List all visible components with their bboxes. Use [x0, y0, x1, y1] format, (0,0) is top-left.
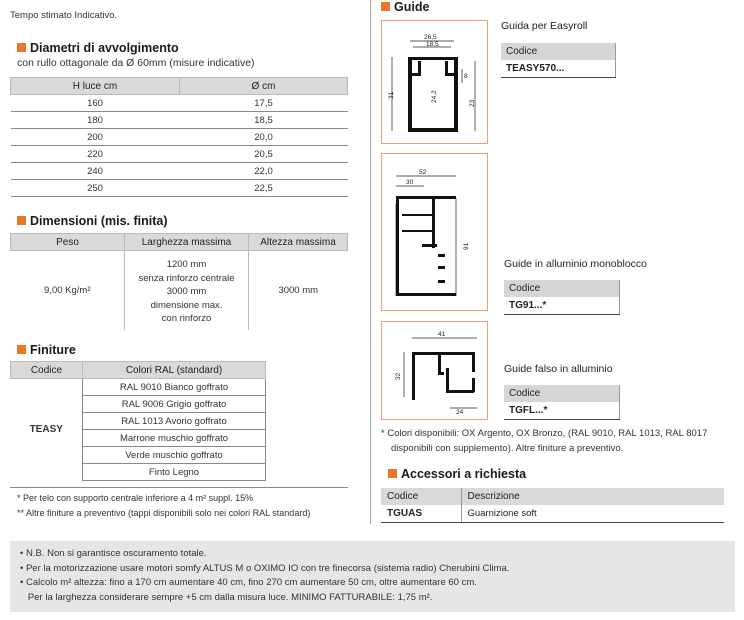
guide-falso-drawing: [381, 321, 488, 420]
accessori-code: TGUAS: [381, 505, 461, 522]
orange-square-icon: [17, 216, 26, 225]
table-row: [11, 163, 348, 180]
dim-label: 52: [419, 169, 427, 176]
dim-label: 41: [438, 331, 446, 338]
cell: 250: [11, 180, 180, 197]
finiture-title: Finiture: [17, 343, 76, 357]
table-row: [381, 505, 724, 522]
finiture-note-1: * Per telo con supporto centrale inferiore a 4 m² suppl. 15%: [17, 493, 254, 503]
codice-header: Codice: [501, 43, 616, 60]
cell: 200: [11, 129, 180, 146]
table-row: [11, 112, 348, 129]
finiture-note-2: ** Altre finiture a preventivo (tappi disponibili solo nei colori RAL standard): [17, 508, 311, 518]
dim-label: 30: [406, 179, 414, 186]
dim-label: 26,5: [424, 34, 437, 41]
guide-falso-codice: [504, 385, 620, 420]
guida-easyroll-codice: [501, 43, 616, 78]
col-header-diametro: Ø cm: [180, 78, 348, 95]
accessori-table: [381, 488, 724, 523]
cell: 240: [11, 163, 180, 180]
codice-header: Codice: [504, 385, 620, 402]
cell: 22,0: [180, 163, 348, 180]
guida-easyroll-name: Guida per Easyroll: [501, 20, 588, 32]
dim-label: 24,2: [431, 90, 438, 103]
guida-easyroll-profile-icon: [382, 21, 487, 143]
col-header-codice: Codice: [11, 362, 83, 379]
accessori-title: Accessori a richiesta: [388, 467, 526, 481]
cell: 17,5: [180, 95, 348, 112]
col-header-h-luce: H luce cm: [11, 78, 180, 95]
guide-title: Guide: [381, 0, 429, 14]
guide-monoblocco-drawing: [381, 153, 488, 311]
color-cell: Verde muschio goffrato: [83, 447, 266, 464]
diametri-subtitle: con rullo ottagonale da Ø 60mm (misure indicative): [17, 57, 255, 69]
codice-value: TGFL...*: [504, 402, 620, 419]
table-row: [11, 95, 348, 112]
dim-label: 23: [469, 99, 476, 107]
col-header-altezza: Altezza massima: [249, 234, 348, 251]
orange-square-icon: [388, 469, 397, 478]
codice-value: TEASY570...: [501, 60, 616, 77]
cell: 22,5: [180, 180, 348, 197]
larghezza-value: 1200 mm senza rinforzo centrale 3000 mm dimensione max. con rinforzo: [125, 251, 249, 330]
orange-square-icon: [381, 2, 390, 11]
dimensioni-title: Dimensioni (mis. finita): [17, 214, 168, 228]
col-header-peso: Peso: [11, 234, 125, 251]
color-cell: RAL 1013 Avorio goffrato: [83, 413, 266, 430]
cell: 18,5: [180, 112, 348, 129]
dimensioni-table: [10, 233, 348, 330]
color-cell: RAL 9006 Grigio goffrato: [83, 396, 266, 413]
guide-falso-name: Guide falso in alluminio: [504, 363, 613, 375]
table-row: [11, 251, 348, 330]
accessori-description: Guarnizione soft: [461, 505, 724, 522]
guide-monoblocco-codice: [504, 280, 620, 315]
col-header-codice: Codice: [381, 488, 461, 505]
cell: 160: [11, 95, 180, 112]
orange-square-icon: [17, 43, 26, 52]
guida-easyroll-drawing: [381, 20, 488, 144]
diametri-table: [10, 77, 348, 197]
color-cell: RAL 9010 Bianco goffrato: [83, 379, 266, 396]
column-divider: [370, 0, 371, 524]
dim-label: 24: [456, 409, 464, 416]
cell: 20,0: [180, 129, 348, 146]
finiture-codice: TEASY: [11, 379, 83, 481]
color-cell: Marrone muschio goffrato: [83, 430, 266, 447]
finiture-table: [10, 361, 266, 481]
diametri-title: Diametri di avvolgimento: [17, 41, 179, 55]
table-row: [11, 379, 266, 396]
header-note: Tempo stimato Indicativo.: [10, 10, 118, 21]
table-row: [11, 146, 348, 163]
cell: 220: [11, 146, 180, 163]
guide-colors-note-2: disponibili con supplemento). Altre finiture a preventivo.: [391, 443, 624, 454]
color-cell: Finto Legno: [83, 464, 266, 481]
dim-label: 31: [388, 91, 395, 99]
guide-monoblocco-profile-icon: [382, 154, 487, 310]
dim-label: 32: [395, 372, 402, 380]
dim-label: 91: [463, 242, 470, 250]
finiture-rule: [10, 487, 348, 488]
cell: 20,5: [180, 146, 348, 163]
note-line: • Calcolo m² altezza: fino a 170 cm aumentare 40 cm, fino 270 cm aumentare 50 cm, oltre aumentare 60 cm.: [20, 577, 477, 588]
dim-label: 18,5: [426, 41, 439, 48]
note-line: Per la larghezza considerare sempre +5 cm dalla misura luce. MINIMO FATTURABILE: 1,75 m².: [20, 591, 433, 603]
codice-value: TG91...*: [504, 297, 620, 314]
peso-value: 9,00 Kg/m²: [11, 251, 125, 330]
table-row: [11, 180, 348, 197]
guide-falso-profile-icon: [382, 322, 487, 419]
cell: 180: [11, 112, 180, 129]
col-header-larghezza: Larghezza massima: [125, 234, 249, 251]
col-header-colori: Colori RAL (standard): [83, 362, 266, 379]
col-header-descrizione: Descrizione: [467, 491, 520, 502]
guide-monoblocco-name: Guide in alluminio monoblocco: [504, 258, 647, 270]
orange-square-icon: [17, 345, 26, 354]
notes-box: [10, 541, 735, 612]
codice-header: Codice: [504, 280, 620, 297]
note-line: • Per la motorizzazione usare motori somfy ALTUS M o OXIMO IO con tre finecorsa (sistema radio) Cherubini Clima.: [20, 562, 510, 574]
altezza-value: 3000 mm: [278, 284, 319, 296]
guide-colors-note-1: * Colori disponibili: OX Argento, OX Bronzo, (RAL 9010, RAL 1013, RAL 8017: [381, 428, 708, 439]
note-line: • N.B. Non si garantisce oscuramento totale.: [20, 548, 207, 559]
dim-label: 8: [464, 73, 468, 80]
table-row: [11, 129, 348, 146]
